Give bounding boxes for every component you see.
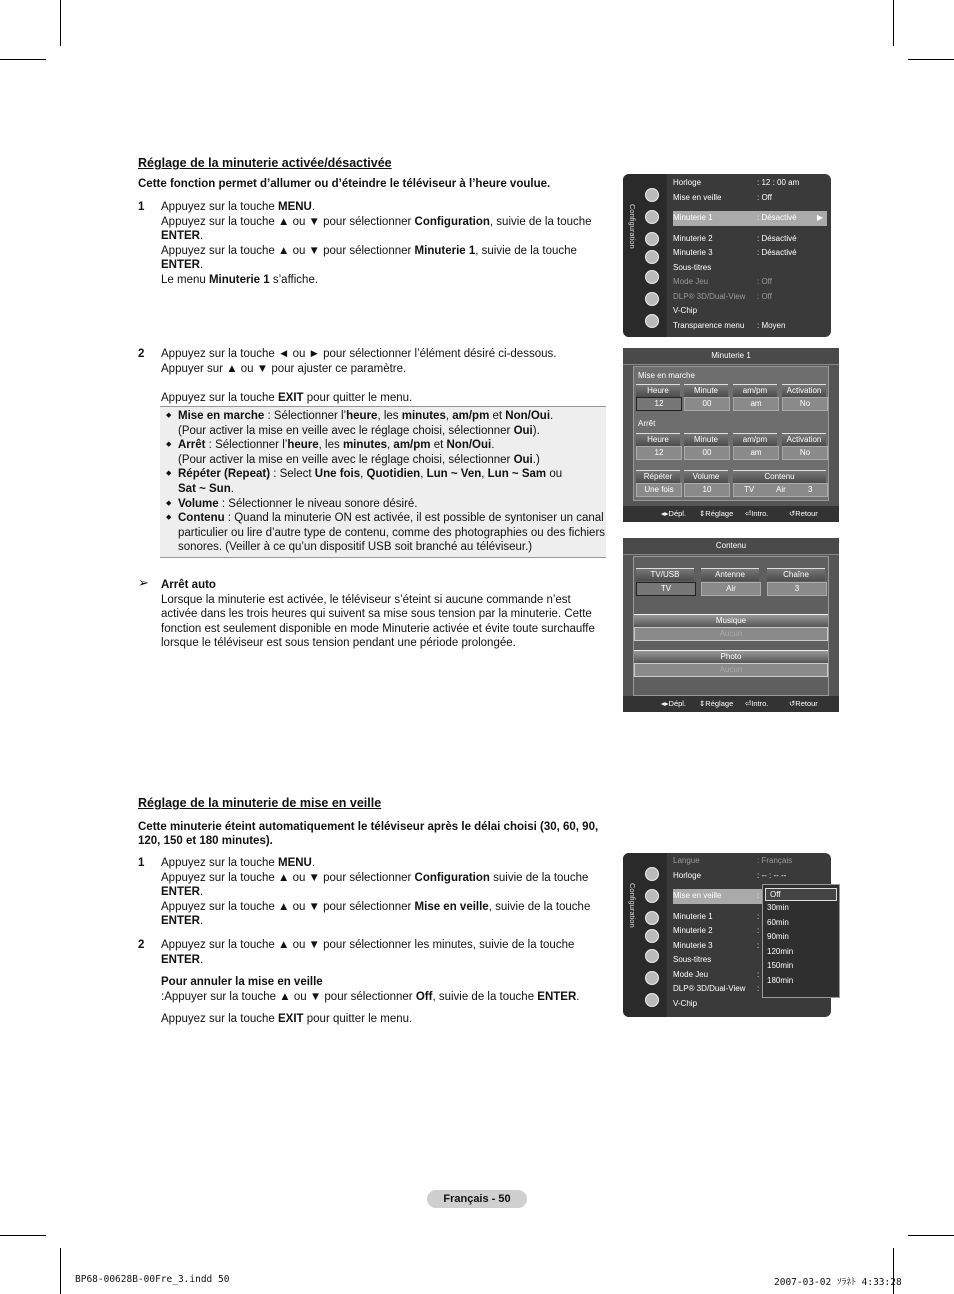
- menu-row[interactable]: [673, 319, 827, 334]
- off-hour-field[interactable]: 12: [636, 446, 682, 460]
- repeat-header: Répéter: [636, 470, 680, 483]
- menu-row-label: Horloge: [673, 178, 702, 187]
- options-box: [160, 406, 606, 558]
- application-icon: [645, 292, 659, 306]
- source-field[interactable]: TV: [636, 582, 696, 596]
- menu-row-value: : Désactivé: [757, 213, 797, 222]
- nav-adjust: ⇕ Réglage: [699, 509, 734, 518]
- menu-row-label: Minuterie 1: [673, 911, 713, 921]
- sound-icon: [645, 232, 659, 246]
- on-activation-field[interactable]: No: [782, 397, 828, 411]
- menu-row-value: : 12 : 00 am: [757, 178, 800, 187]
- tv-screen-configuration: [623, 174, 831, 337]
- crop-mark: [908, 1235, 954, 1236]
- menu-row[interactable]: [673, 997, 827, 1012]
- col-header-source: TV/USB: [636, 568, 694, 581]
- off-activation-field[interactable]: No: [782, 446, 828, 460]
- nav-bar: [623, 696, 839, 712]
- menu-row-value: :: [757, 940, 760, 950]
- input-icon: [645, 270, 659, 284]
- menu-row-value: : Off: [757, 192, 772, 202]
- note-text: Lorsque la minuterie est activée, le téléviseur s’éteint si aucune commande n’est activée dans les trois heures qui suivent sa mise sous tension par la minuterie. Cette fonction est seulement disponible en mode Minuterie activée et évite toute surchauffe lorsque le téléviseur est sous tension pendant une période prolongée.: [161, 593, 595, 650]
- panel-title: Minuterie 1: [623, 348, 839, 365]
- menu-row-label: Mode Jeu: [673, 969, 709, 979]
- on-ampm-field[interactable]: am: [733, 397, 779, 411]
- bullet-arret: ◆ Arrêt : Sélectionner l’heure, les minutes, am/pm et Non/Oui. (Pour activer la mise en veille avec le réglage choisi, sélectionner Oui.): [160, 438, 606, 467]
- menu-row-label: Mise en veille: [673, 891, 722, 900]
- menu-row-label: Sous-titres: [673, 262, 712, 272]
- col-header-channel: Chaîne: [767, 568, 825, 581]
- slug-left: BP68-00628B-00Fre_3.indd 50: [75, 1274, 230, 1285]
- channel-field[interactable]: 3: [767, 582, 827, 596]
- repeat-field[interactable]: Une fois: [636, 483, 682, 497]
- menu-row-value: :: [757, 911, 760, 921]
- nav-return: ↺ Retour: [789, 509, 818, 518]
- bullet-repeter: ◆ Répéter (Repeat) : Select Une fois, Quotidien, Lun ~ Ven, Lun ~ Sam ou Sat ~ Sun.: [160, 467, 606, 496]
- col-header-ampm: am/pm: [733, 384, 777, 397]
- step-body: Appuyez sur la touche MENU. Appuyez sur la touche ▲ ou ▼ pour sélectionner Configuration, suivie de la touche ENTER. Appuyez sur la touche ▲ ou ▼ pour sélectionner Minuterie 1, suivie de la touche ENTER. Le menu Minuterie 1 s’affiche.: [161, 201, 592, 286]
- on-hour-field[interactable]: 12: [636, 397, 682, 411]
- menu-row[interactable]: [673, 176, 827, 191]
- setup-icon: [645, 889, 659, 903]
- dropdown-option[interactable]: 120min: [767, 946, 794, 956]
- menu-row[interactable]: [673, 304, 827, 319]
- menu-row-value: :: [757, 984, 760, 993]
- menu-row-label: V-Chip: [673, 998, 698, 1008]
- off-ampm-field[interactable]: am: [733, 446, 779, 460]
- music-header: Musique: [634, 614, 828, 627]
- menu-row-label: Minuterie 2: [673, 926, 713, 935]
- side-label: Configuration: [628, 883, 637, 928]
- menu-row-value: : Moyen: [757, 320, 786, 330]
- dropdown-option[interactable]: Off: [765, 888, 837, 901]
- nav-move: ◂▸ Dépl.: [661, 699, 687, 708]
- photo-header: Photo: [634, 650, 828, 663]
- nav-enter: ⏎ Intro.: [745, 699, 769, 708]
- step-1-sleep: 1 Appuyez sur la touche MENU. Appuyez sur la touche ▲ ou ▼ pour sélectionner Configuration suivie de la touche ENTER. Appuyez sur la touche ▲ ou ▼ pour sélectionner Mise en veille, suivie de la touche ENTER.: [138, 857, 591, 928]
- menu-row-label: Horloge: [673, 870, 702, 880]
- note-title: Arrêt auto: [161, 579, 216, 591]
- menu-row-value: : Off: [757, 277, 772, 286]
- menu-row[interactable]: [673, 869, 827, 884]
- menu-row-value: : -- : -- --: [757, 870, 787, 880]
- content-field[interactable]: [733, 483, 828, 497]
- content-source: TV: [744, 485, 755, 494]
- menu-row-label: DLP® 3D/Dual-View: [673, 984, 746, 993]
- support-icon: [645, 993, 659, 1007]
- menu-row[interactable]: [673, 232, 827, 247]
- menu-row[interactable]: [673, 246, 827, 261]
- menu-row-label: Sous-titres: [673, 955, 712, 964]
- antenna-field[interactable]: Air: [701, 582, 761, 596]
- cancel-title: Pour annuler la mise en veille: [161, 976, 323, 989]
- menu-row-value: :: [757, 891, 760, 900]
- menu-row[interactable]: [673, 854, 827, 869]
- dropdown-option[interactable]: 180min: [767, 975, 794, 985]
- on-label: Mise en marche: [638, 371, 695, 380]
- content-channel: 3: [808, 485, 813, 494]
- col-header-minute: Minute: [684, 384, 728, 397]
- dropdown-option[interactable]: 90min: [767, 932, 789, 941]
- nav-move: ◂▸ Dépl.: [661, 509, 687, 518]
- menu-row-label: Langue: [673, 856, 700, 865]
- section-lead-sleep: Cette minuterie éteint automatiquement le téléviseur après le délai choisi (30, 60, 90, 120, 150 et 180 minutes).: [138, 821, 599, 847]
- menu-row-value: : Désactivé: [757, 233, 797, 243]
- panel-title: Contenu: [623, 538, 839, 555]
- menu-row-label: Mise en veille: [673, 192, 722, 202]
- menu-row-label: Minuterie 3: [673, 940, 713, 950]
- setup-icon: [645, 210, 659, 224]
- crop-mark: [0, 59, 46, 60]
- nav-adjust: ⇕ Réglage: [699, 699, 734, 708]
- col-header-hour: Heure: [636, 384, 680, 397]
- tv-screen-minuterie1: [623, 348, 839, 522]
- menu-row-label: Transparence menu: [673, 320, 745, 330]
- dropdown-option[interactable]: 30min: [767, 903, 789, 912]
- menu-row[interactable]: [673, 261, 827, 276]
- sleep-dropdown[interactable]: [762, 884, 840, 998]
- menu-row-value: :: [757, 926, 760, 935]
- content-header: Contenu: [733, 470, 826, 483]
- bullet-mise-en-marche: ◆ Mise en marche : Sélectionner l’heure, les minutes, am/pm et Non/Oui. (Pour activer la mise en veille avec le réglage choisi, sélectionner Oui).: [160, 409, 606, 438]
- col-header-minute: Minute: [684, 433, 728, 446]
- slug-right: 2007-03-02 ｿﾗﾈﾄ 4:33:28: [774, 1277, 902, 1288]
- nav-bar: [623, 506, 839, 522]
- crop-mark: [908, 59, 954, 60]
- menu-row-label: Mode Jeu: [673, 277, 709, 286]
- step-number: 1: [138, 857, 145, 869]
- picture-icon: [645, 188, 659, 202]
- step-number: 2: [138, 348, 145, 360]
- menu-row[interactable]: [673, 275, 827, 290]
- note-arret-auto: [138, 575, 608, 651]
- step-2-sleep: 2 Appuyez sur la touche ▲ ou ▼ pour sélectionner les minutes, suivie de la touche ENTER. Pour annuler la mise en veille :Appuyer sur la touche ▲ ou ▼ pour sélectionner Off, suivie de la touche ENTER. Appuyez sur la touche EXIT pour quitter le menu.: [138, 939, 580, 1026]
- volume-field[interactable]: 10: [684, 483, 730, 497]
- menu-row-label: Minuterie 2: [673, 233, 713, 243]
- bullet-volume: ◆ Volume : Sélectionner le niveau sonore désiré.: [160, 497, 606, 512]
- picture-icon: [645, 867, 659, 881]
- nav-return: ↺ Retour: [789, 699, 818, 708]
- right-arrow-icon: ▶: [816, 213, 823, 222]
- off-minute-field[interactable]: 00: [684, 446, 730, 460]
- off-label: Arrêt: [638, 419, 656, 428]
- menu-row-value: : Désactivé: [757, 248, 797, 257]
- menu-row-value: : Off: [757, 291, 772, 301]
- step-2: [138, 347, 608, 405]
- nav-enter: ⏎ Intro.: [745, 509, 769, 518]
- step-number: 1: [138, 201, 145, 213]
- menu-row-value: :: [757, 969, 760, 979]
- menu-row-label: Minuterie 1: [673, 213, 713, 222]
- note-arrow-icon: ➢: [138, 575, 149, 590]
- bullet-contenu: ◆ Contenu : Quand la minuterie ON est activée, il est possible de syntoniser un canal particulier ou lire d’autre type de contenu, comme des photographies ou des fichiers sonores. (Veiller à ce qu’un dispositif USB soit branché au téléviseur.): [160, 511, 606, 555]
- menu-row-label: Minuterie 3: [673, 248, 713, 257]
- volume-header: Volume: [684, 470, 728, 483]
- crop-mark: [0, 1235, 46, 1236]
- channel-icon: [645, 250, 659, 264]
- dropdown-option[interactable]: 60min: [767, 917, 789, 927]
- menu-row[interactable]: [673, 290, 827, 305]
- step-body: Appuyez sur la touche ◄ ou ► pour sélectionner l’élément désiré ci-dessous. Appuyer sur ▲ ou ▼ pour ajuster ce paramètre. Appuyez sur la touche EXIT pour quitter le menu.: [161, 348, 557, 404]
- menu-row-label: DLP® 3D/Dual-View: [673, 291, 746, 301]
- input-icon: [645, 949, 659, 963]
- step-number: 2: [138, 939, 145, 951]
- tv-screen-contenu: [623, 538, 839, 712]
- menu-row[interactable]: [673, 211, 827, 226]
- support-icon: [645, 314, 659, 328]
- col-header-hour: Heure: [636, 433, 680, 446]
- section-lead-timer: Cette fonction permet d’allumer ou d’éteindre le téléviseur à l’heure voulue.: [138, 178, 551, 190]
- photo-field[interactable]: Aucun: [634, 663, 828, 677]
- section-heading-timer: Réglage de la minuterie activée/désactivée: [138, 156, 392, 170]
- page-number: Français - 50: [427, 1190, 527, 1208]
- on-minute-field[interactable]: 00: [684, 397, 730, 411]
- col-header-ampm: am/pm: [733, 433, 777, 446]
- crop-mark: [60, 0, 61, 46]
- step-1: [138, 200, 608, 288]
- menu-row-value: : Français: [757, 856, 793, 865]
- section-heading-sleep: Réglage de la minuterie de mise en veille: [138, 796, 382, 810]
- channel-icon: [645, 929, 659, 943]
- music-field[interactable]: Aucun: [634, 627, 828, 641]
- menu-row-label: V-Chip: [673, 306, 698, 315]
- dropdown-option[interactable]: 150min: [767, 961, 794, 970]
- col-header-antenna: Antenne: [701, 568, 759, 581]
- content-antenna: Air: [776, 485, 786, 494]
- crop-mark: [60, 1248, 61, 1294]
- col-header-activation: Activation: [782, 384, 826, 397]
- side-label: Configuration: [628, 204, 637, 249]
- col-header-activation: Activation: [782, 433, 826, 446]
- application-icon: [645, 971, 659, 985]
- sound-icon: [645, 911, 659, 925]
- crop-mark: [893, 0, 894, 46]
- menu-row[interactable]: [673, 191, 827, 206]
